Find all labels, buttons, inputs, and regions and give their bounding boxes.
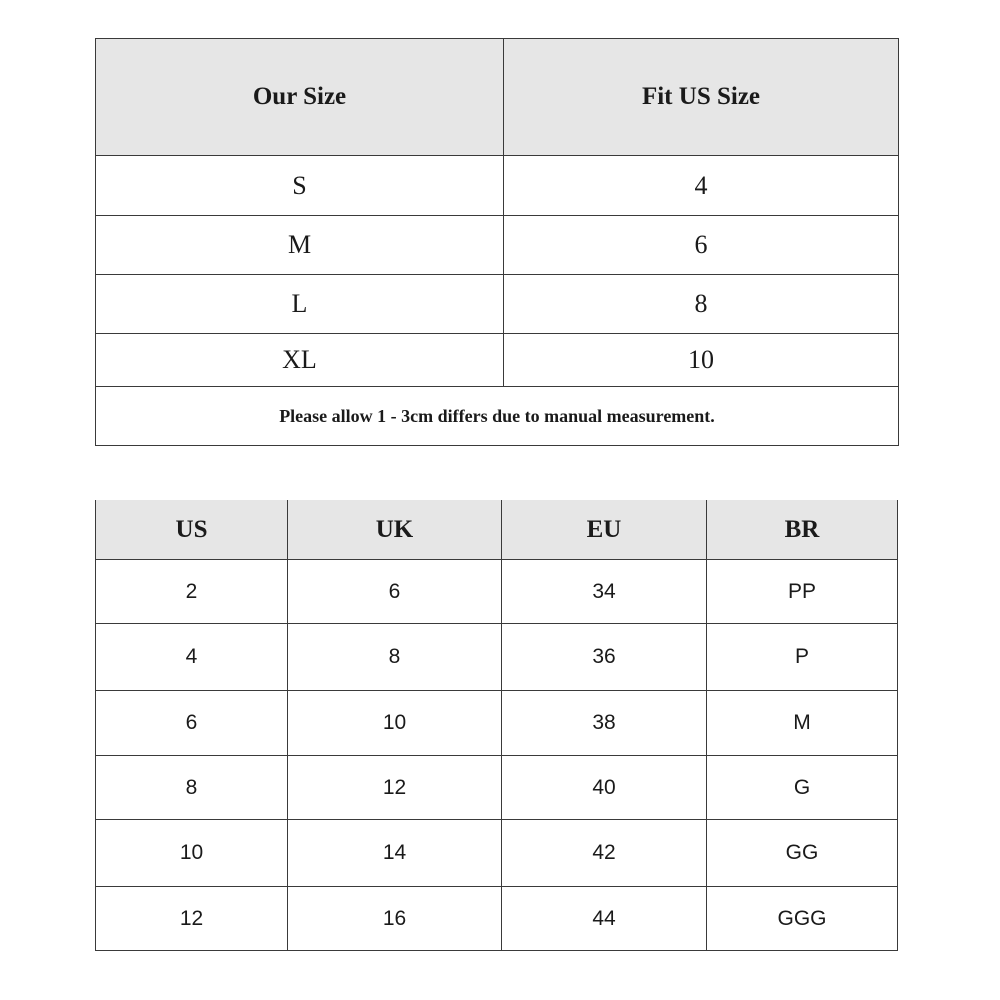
column-header-eu: EU [502, 500, 707, 560]
table-row [96, 216, 899, 275]
uk-cell: 8 [288, 624, 502, 691]
measurement-note: Please allow 1 - 3cm differs due to manual measurement. [96, 387, 899, 446]
eu-cell: 38 [502, 691, 707, 756]
table-header-row [96, 500, 898, 560]
us-cell: 12 [96, 887, 288, 951]
eu-cell: 44 [502, 887, 707, 951]
uk-cell: 6 [288, 560, 502, 624]
table-row [96, 275, 899, 334]
eu-cell: 36 [502, 624, 707, 691]
table-header-row [96, 39, 899, 156]
table-row [96, 887, 898, 951]
eu-cell: 34 [502, 560, 707, 624]
size-conversion-table [95, 500, 898, 951]
size-chart-table [95, 38, 899, 446]
table-row [96, 820, 898, 887]
us-size-cell: 4 [504, 156, 899, 216]
br-cell: P [707, 624, 898, 691]
eu-cell: 42 [502, 820, 707, 887]
our-size-cell: L [96, 275, 504, 334]
our-size-cell: S [96, 156, 504, 216]
us-cell: 8 [96, 756, 288, 820]
our-size-cell: M [96, 216, 504, 275]
our-size-cell: XL [96, 334, 504, 387]
uk-cell: 16 [288, 887, 502, 951]
column-header-br: BR [707, 500, 898, 560]
us-cell: 6 [96, 691, 288, 756]
table-row [96, 691, 898, 756]
br-cell: PP [707, 560, 898, 624]
column-header-us: US [96, 500, 288, 560]
br-cell: GG [707, 820, 898, 887]
eu-cell: 40 [502, 756, 707, 820]
table-row [96, 624, 898, 691]
us-cell: 4 [96, 624, 288, 691]
uk-cell: 10 [288, 691, 502, 756]
note-row [96, 387, 899, 446]
table-row [96, 334, 899, 387]
table-row [96, 756, 898, 820]
br-cell: G [707, 756, 898, 820]
us-size-cell: 8 [504, 275, 899, 334]
table-row [96, 156, 899, 216]
uk-cell: 12 [288, 756, 502, 820]
br-cell: GGG [707, 887, 898, 951]
us-size-cell: 10 [504, 334, 899, 387]
us-cell: 2 [96, 560, 288, 624]
us-cell: 10 [96, 820, 288, 887]
br-cell: M [707, 691, 898, 756]
column-header-our-size: Our Size [96, 39, 504, 156]
column-header-fit-us-size: Fit US Size [504, 39, 899, 156]
table-row [96, 560, 898, 624]
column-header-uk: UK [288, 500, 502, 560]
uk-cell: 14 [288, 820, 502, 887]
us-size-cell: 6 [504, 216, 899, 275]
